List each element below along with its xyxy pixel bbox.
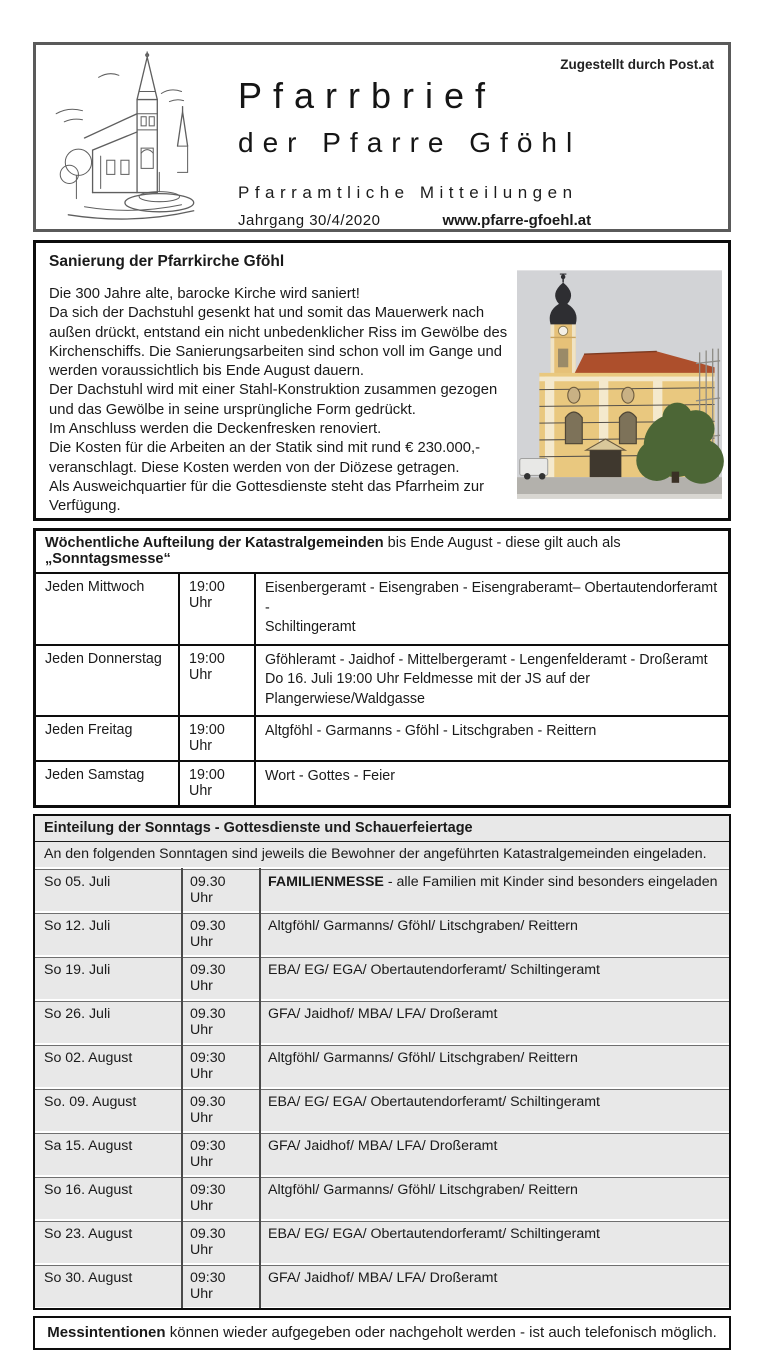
article-line: Verfügung. xyxy=(49,498,121,515)
date-cell: So 19. Juli xyxy=(44,962,111,978)
date-cell: Sa 15. August xyxy=(44,1138,133,1154)
description-cell xyxy=(259,1222,729,1263)
time-cell: 19:00 Uhr xyxy=(180,646,256,716)
description-bold: FAMILIENMESSE xyxy=(268,874,384,890)
description-line: Schiltingeramt xyxy=(265,619,356,635)
table-row xyxy=(35,957,729,999)
time-cell: 09:30 Uhr xyxy=(190,1182,226,1214)
description-text: GFA/ Jaidhof/ MBA/ LFA/ Droßeramt xyxy=(268,1138,498,1154)
time-cell: 09.30 Uhr xyxy=(190,918,226,950)
header-meta xyxy=(238,212,591,229)
time-cell: 19:00 Uhr xyxy=(180,717,256,760)
description-cell xyxy=(259,914,729,955)
article-line: Im Anschluss werden die Deckenfresken renoviert. xyxy=(49,421,382,438)
date-cell: So 16. August xyxy=(44,1182,133,1198)
church-photo xyxy=(517,263,722,506)
footer-text: können wieder aufgegeben oder nachgeholt werden - ist auch telefonisch möglich. xyxy=(165,1324,717,1341)
time-cell: 09.30 Uhr xyxy=(190,1226,226,1258)
date-cell: So 30. August xyxy=(44,1270,133,1286)
description-text: GFA/ Jaidhof/ MBA/ LFA/ Droßeramt xyxy=(268,1270,498,1286)
table-row xyxy=(35,1133,729,1175)
time-cell: 09.30 Uhr xyxy=(190,1006,226,1038)
article-line: Die 300 Jahre alte, barocke Kirche wird saniert! xyxy=(49,286,360,302)
table-row xyxy=(36,717,728,762)
date-cell: So 23. August xyxy=(44,1226,133,1242)
article-heading: Sanierung der Pfarrkirche Gföhl xyxy=(49,253,285,270)
weekly-schedule-table xyxy=(33,528,731,808)
time-cell: 09:30 Uhr xyxy=(190,1138,226,1170)
article-line: Der Dachstuhl wird mit einer Stahl-Konstruktion zusammen gezogen xyxy=(49,382,498,399)
postal-note: Zugestellt durch Post.at xyxy=(560,57,714,72)
article-section xyxy=(33,240,731,521)
description-text: Altgföhl/ Garmanns/ Gföhl/ Litschgraben/ Reittern xyxy=(268,918,578,934)
sunday-schedule-table xyxy=(33,814,731,1310)
table-row xyxy=(35,1265,729,1307)
article-line: veranschlagt. Diese Kosten werden von der Diözese getragen. xyxy=(49,459,460,476)
header-titles xyxy=(226,45,591,229)
article-line: Kirchenschiffs. Die Sanierungsarbeiten sind schon voll im Gange und xyxy=(49,343,502,360)
table-row xyxy=(35,869,729,911)
article-line: Da sich der Dachstuhl gesenkt hat und somit das Mauerwerk nach xyxy=(49,305,485,322)
church-sketch-icon xyxy=(40,51,222,227)
description-cell xyxy=(259,958,729,999)
time-cell: 09.30 Uhr xyxy=(190,1094,226,1126)
description-cell xyxy=(259,870,729,911)
table-row xyxy=(35,1221,729,1263)
description-line: Altgföhl - Garmanns - Gföhl - Litschgraben - Reittern xyxy=(265,723,597,739)
article-line: werden voraussichtlich bis Ende August dauern. xyxy=(49,363,365,380)
sunday-table-title: Einteilung der Sonntags - Gottesdienste und Schauerfeiertage xyxy=(35,816,729,842)
church-sketch-illustration xyxy=(36,45,226,229)
description-text: EBA/ EG/ EGA/ Obertautendorferamt/ Schiltingeramt xyxy=(268,1094,600,1110)
description-cell xyxy=(256,646,728,716)
day-cell: Jeden Mittwoch xyxy=(36,574,180,644)
description-cell xyxy=(259,1266,729,1307)
church-photo-image xyxy=(517,263,722,506)
page-subtitle: der Pfarre Gföhl xyxy=(238,127,582,158)
description-text: - alle Familien mit Kinder sind besonders eingeladen xyxy=(383,874,718,890)
day-cell: Jeden Samstag xyxy=(36,762,180,805)
edition-label: Jahrgang 30/4/2020 xyxy=(238,212,381,229)
article-line: Als Ausweichquartier für die Gottesdienste steht das Pfarrheim zur xyxy=(49,478,485,495)
header xyxy=(33,42,731,232)
table-row xyxy=(35,1177,729,1219)
description-line: Gföhleramt - Jaidhof - Mittelbergeramt - Lengenfelderamt - Droßeramt xyxy=(265,651,708,668)
table-row xyxy=(35,1001,729,1043)
weekly-title-bold: Wöchentliche Aufteilung der Katastralgemeinden xyxy=(45,535,384,551)
table-row xyxy=(36,762,728,805)
description-cell xyxy=(259,1090,729,1131)
date-cell: So. 09. August xyxy=(44,1094,137,1110)
weekly-title-bold2: „Sonntagsmesse“ xyxy=(45,551,171,567)
description-text: Altgföhl/ Garmanns/ Gföhl/ Litschgraben/ Reittern xyxy=(268,1050,578,1066)
time-cell: 09:30 Uhr xyxy=(190,1050,226,1082)
description-cell xyxy=(259,1178,729,1219)
description-cell xyxy=(259,1134,729,1175)
table-row xyxy=(36,646,728,718)
date-cell: So 12. Juli xyxy=(44,918,111,934)
description-text: EBA/ EG/ EGA/ Obertautendorferamt/ Schiltingeramt xyxy=(268,962,600,978)
weekly-table-title xyxy=(36,531,728,574)
day-cell: Jeden Donnerstag xyxy=(36,646,180,716)
description-cell xyxy=(256,762,728,805)
time-cell: 09.30 Uhr xyxy=(190,962,226,994)
time-cell: 19:00 Uhr xyxy=(180,574,256,644)
description-cell xyxy=(259,1046,729,1087)
table-row xyxy=(35,1089,729,1131)
date-cell: So 02. August xyxy=(44,1050,133,1066)
website-link[interactable]: www.pfarre-gfoehl.at xyxy=(442,212,592,229)
table-row xyxy=(35,1045,729,1087)
article-line: Die Kosten für die Arbeiten an der Statik sind mit rund € 230.000,- xyxy=(49,440,481,457)
table-row xyxy=(35,913,729,955)
footer-notice xyxy=(33,1316,731,1350)
description-line: Wort - Gottes - Feier xyxy=(265,768,396,784)
footer-bold: Messintentionen xyxy=(47,1324,166,1341)
description-line: Eisenbergeramt - Eisengraben - Eisengraberamt– Obertautendorferamt - xyxy=(265,580,718,616)
time-cell: 19:00 Uhr xyxy=(180,762,256,805)
tagline: Pfarramtliche Mitteilungen xyxy=(238,183,578,202)
description-cell xyxy=(259,1002,729,1043)
column-separator xyxy=(259,868,261,1308)
description-text: Altgföhl/ Garmanns/ Gföhl/ Litschgraben/ Reittern xyxy=(268,1182,578,1198)
article-line: und das Gewölbe in seine ursprüngliche Form gedrückt. xyxy=(49,401,416,418)
sunday-table-note: An den folgenden Sonntagen sind jeweils die Bewohner der angeführten Katastralgemeinden eingeladen. xyxy=(35,842,729,867)
description-text: EBA/ EG/ EGA/ Obertautendorferamt/ Schiltingeramt xyxy=(268,1226,600,1242)
date-cell: So 26. Juli xyxy=(44,1006,111,1022)
page-title: Pfarrbrief xyxy=(238,75,497,116)
column-separator xyxy=(181,868,183,1308)
article-line: außen drückt, entstand ein nicht unbedenklicher Riss im Gewölbe des xyxy=(49,324,508,341)
table-row xyxy=(36,574,728,646)
description-line: Do 16. Juli 19:00 Uhr Feldmesse mit der JS auf der Plangerwiese/Waldgasse xyxy=(265,671,591,707)
date-cell: So 05. Juli xyxy=(44,874,111,890)
article-body xyxy=(49,285,509,517)
description-text: GFA/ Jaidhof/ MBA/ LFA/ Droßeramt xyxy=(268,1006,498,1022)
description-cell xyxy=(256,574,728,644)
time-cell: 09:30 Uhr xyxy=(190,1270,226,1302)
description-cell xyxy=(256,717,728,760)
weekly-title-mid: bis Ende August - diese gilt auch als xyxy=(383,535,621,551)
article-text xyxy=(49,251,509,518)
time-cell: 09.30 Uhr xyxy=(190,874,226,906)
day-cell: Jeden Freitag xyxy=(36,717,180,760)
